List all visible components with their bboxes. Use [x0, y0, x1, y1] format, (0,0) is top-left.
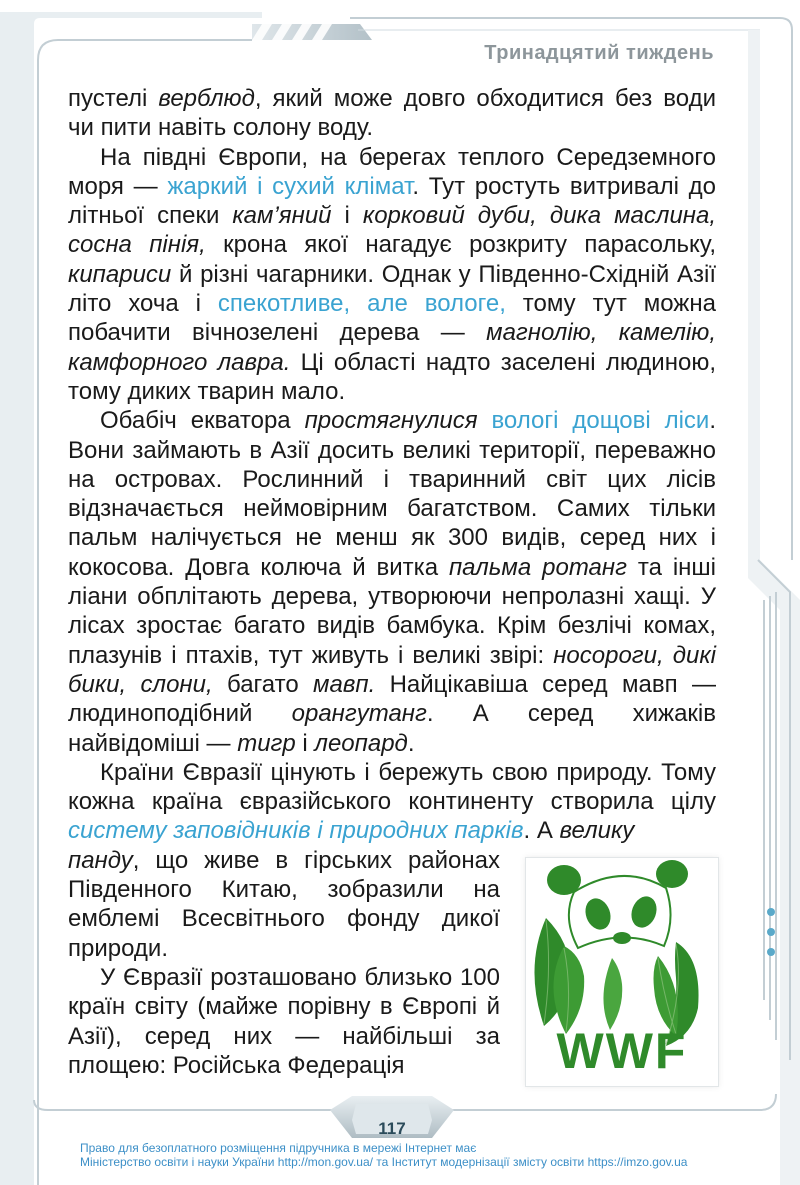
- emphasis-text: корковий дуби, дика маслина, сосна пінія,: [68, 202, 717, 259]
- text-run: й різні чагарники. Однак у Південно-Східній Азії літо хоча і: [68, 260, 716, 318]
- emphasis-text: кипариси: [68, 260, 172, 288]
- wwf-logo-text: WWF: [556, 1023, 688, 1079]
- wwf-logo: [525, 857, 719, 1087]
- text-run: У Євразії розташовано близько 100 країн світу (майже порівну в Європі й Азії), серед них — найбільші за площею: Російська Федерація: [68, 963, 500, 1079]
- text-run: .: [407, 729, 415, 757]
- emphasis-text: пальма ротанг: [448, 553, 627, 581]
- emphasis-text: кам’яний: [232, 202, 332, 230]
- text-run: Країни Євразії цінують і бережуть свою природу. Тому кожна країна євразійського континенту створила цілу: [68, 758, 716, 816]
- text-run: тому тут можна побачити вічнозелені дерева —: [68, 290, 716, 347]
- text-run: , який може довго обходитися без води чи пити навіть солону воду.: [68, 85, 716, 142]
- emphasis-text: тигр: [237, 729, 296, 757]
- emphasis-text: жаркий і сухий клімат: [167, 172, 413, 200]
- text-run: . Вони займають в Азії досить великі території, переважно на островах. Рослинний і тваринний світ цих лісів відзначається неймовірним багатством. Самих тільки пальм налічується не менш як 300 видів, серед них і кокосова. Довга колюча й витка: [68, 407, 717, 581]
- emphasis-text: велику: [559, 817, 635, 845]
- emphasis-text: орангутанг: [291, 700, 427, 728]
- footer-line-2: Міністерство освіти і науки України http://mon.gov.ua/ та Інститут модернізації змісту освіти https://imzo.gov.ua: [80, 1155, 688, 1169]
- text-run: пустелі: [68, 85, 159, 112]
- text-run: Найцікавіша серед мавп — людиноподібний: [68, 670, 716, 728]
- text-run: і: [295, 729, 315, 757]
- footer-notice: [80, 1141, 740, 1169]
- page-number: 117: [378, 1119, 406, 1138]
- emphasis-text: магнолію, камелію, камфорного лавра.: [68, 319, 716, 376]
- footer-line-1: Право для безоплатного розміщення підручника в мережі Інтернет має: [80, 1141, 477, 1155]
- paragraph: [68, 406, 716, 758]
- emphasis-text: вологі дощові ліси: [491, 407, 710, 435]
- text-run: На півдні Європи, на берегах теплого Середземного моря —: [68, 143, 716, 200]
- text-run: і: [331, 202, 363, 230]
- text-run: [478, 407, 492, 434]
- text-run: Обабіч екватора: [100, 407, 305, 435]
- text-run: Ці області надто заселені людиною, тому диких тварин мало.: [68, 348, 716, 405]
- side-dots: [767, 908, 775, 956]
- text-run: та інші ліани обплітають дерева, утворюючи непролазні хащі. У лісах зростає багато видів бамбука. Крім безлічі комах, плазунів і птахів, тут живуть і великі звірі:: [68, 553, 717, 669]
- text-run: багато: [212, 670, 314, 698]
- emphasis-text: систему заповідників і природних парків: [68, 817, 524, 845]
- emphasis-text: леопард: [314, 729, 408, 757]
- paragraph: [68, 84, 716, 143]
- chapter-header: Тринадцятий тиждень: [484, 42, 714, 64]
- emphasis-text: мавп.: [313, 670, 376, 698]
- text-run: . А серед хижаків найвідоміші —: [68, 700, 716, 757]
- paragraph: [68, 963, 500, 1080]
- emphasis-text: простягнулися: [304, 407, 478, 435]
- emphasis-text: носороги, дикі бики, слони,: [68, 641, 716, 698]
- emphasis-text: панду: [68, 846, 133, 874]
- paragraph: [68, 758, 716, 846]
- text-run: . Тут ростуть витривалі до літньої спеки: [68, 172, 717, 230]
- text-run: . А: [523, 817, 560, 845]
- paragraph: [68, 846, 500, 963]
- emphasis-text: спекотливе, але вологе,: [217, 290, 506, 318]
- paragraph: [68, 143, 716, 407]
- emphasis-text: верблюд: [158, 85, 255, 112]
- text-run: крона якої нагадує розкриту парасольку,: [205, 231, 716, 259]
- text-run: , що живе в гірських районах Південного Китаю, зобразили на емблемі Всесвітнього фонду дикої природи.: [68, 846, 500, 962]
